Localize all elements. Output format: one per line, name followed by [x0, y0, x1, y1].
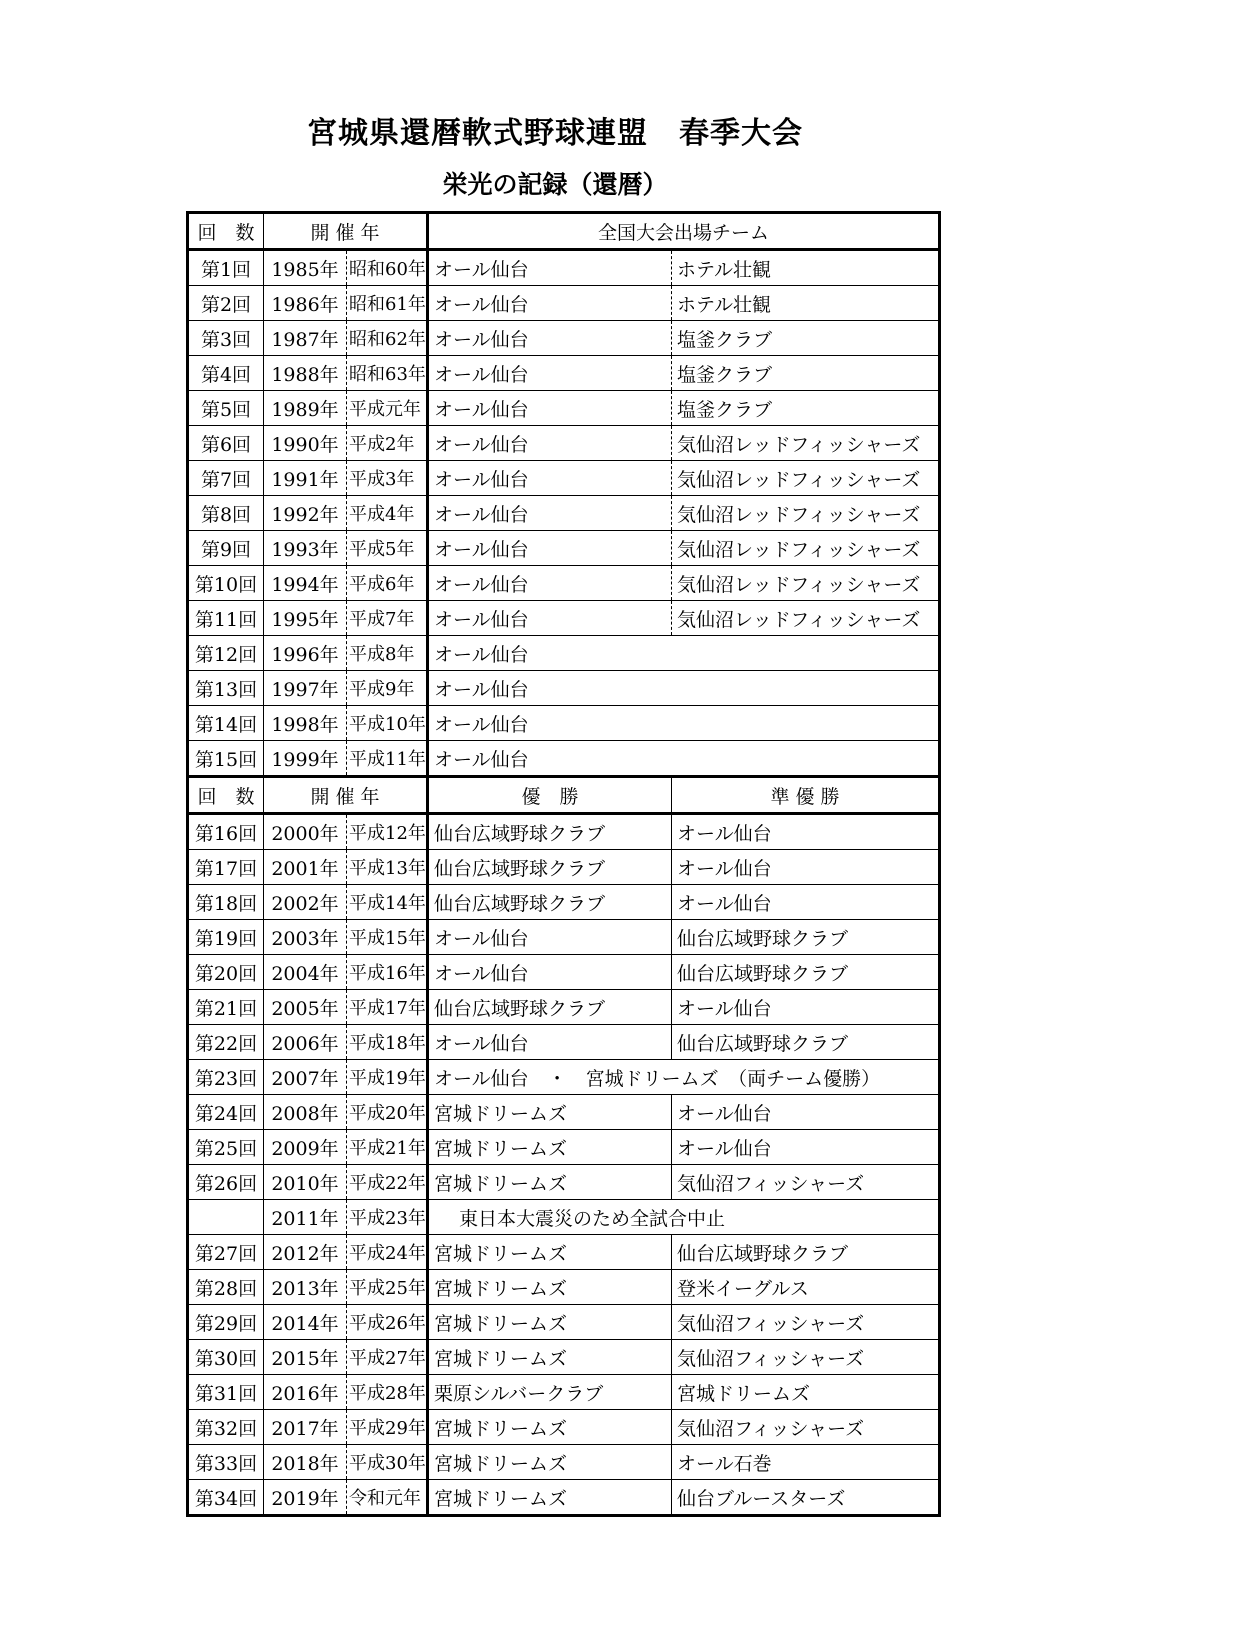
round-number: 第11回: [188, 601, 264, 636]
round-number: 第29回: [188, 1305, 264, 1340]
year: 1999年: [264, 741, 347, 777]
year: 2012年: [264, 1235, 347, 1270]
era-year: 平成13年: [347, 850, 428, 885]
round-number: 第26回: [188, 1165, 264, 1200]
era-year: 平成26年: [347, 1305, 428, 1340]
year: 2016年: [264, 1375, 347, 1410]
era-year: 昭和62年: [347, 321, 428, 356]
year: 2018年: [264, 1445, 347, 1480]
era-year: 平成5年: [347, 531, 428, 566]
table-header-results: [188, 777, 940, 814]
national-team-2: 気仙沼レッドフィッシャーズ: [672, 601, 940, 636]
round-number: 第20回: [188, 955, 264, 990]
winner-team: 仙台広域野球クラブ: [428, 814, 672, 850]
runner-up-team: 気仙沼フィッシャーズ: [672, 1305, 940, 1340]
year: 2013年: [264, 1270, 347, 1305]
national-team-1: オール仙台: [428, 286, 672, 321]
cancellation-note: 東日本大震災のため全試合中止: [428, 1200, 940, 1235]
winner-team: 宮城ドリームズ: [428, 1095, 672, 1130]
national-team-1: オール仙台: [428, 496, 672, 531]
table-row: [188, 391, 940, 426]
table-row: [188, 1375, 940, 1410]
round-number: 第32回: [188, 1410, 264, 1445]
era-year: 平成14年: [347, 885, 428, 920]
year: 2002年: [264, 885, 347, 920]
era-year: 平成元年: [347, 391, 428, 426]
round-number: 第25回: [188, 1130, 264, 1165]
era-year: 平成27年: [347, 1340, 428, 1375]
year: 1985年: [264, 250, 347, 286]
year: 1988年: [264, 356, 347, 391]
table-row: [188, 1480, 940, 1516]
table-row: [188, 1270, 940, 1305]
year: 1989年: [264, 391, 347, 426]
runner-up-team: オール仙台: [672, 885, 940, 920]
national-team-2: 塩釜クラブ: [672, 356, 940, 391]
table-row: [188, 1025, 940, 1060]
winner-team: オール仙台: [428, 955, 672, 990]
year: 1996年: [264, 636, 347, 671]
national-team-1: オール仙台: [428, 531, 672, 566]
runner-up-team: 仙台広域野球クラブ: [672, 1235, 940, 1270]
era-year: 平成29年: [347, 1410, 428, 1445]
runner-up-team: 気仙沼フィッシャーズ: [672, 1340, 940, 1375]
table-row: [188, 1305, 940, 1340]
table-row: [188, 1095, 940, 1130]
team-name: オール仙台: [428, 706, 940, 741]
national-team-2: 塩釜クラブ: [672, 391, 940, 426]
round-number: 第5回: [188, 391, 264, 426]
table-row: [188, 955, 940, 990]
round-number: 第8回: [188, 496, 264, 531]
table-row: [188, 1165, 940, 1200]
winner-team: 宮城ドリームズ: [428, 1270, 672, 1305]
round-number: 第15回: [188, 741, 264, 777]
national-team-2: 気仙沼レッドフィッシャーズ: [672, 461, 940, 496]
national-team-1: オール仙台: [428, 461, 672, 496]
table-row: [188, 1340, 940, 1375]
winner-team: 宮城ドリームズ: [428, 1410, 672, 1445]
table-row: [188, 1060, 940, 1095]
round-number: 第23回: [188, 1060, 264, 1095]
table-row: [188, 1200, 940, 1235]
era-year: 平成3年: [347, 461, 428, 496]
year: 2003年: [264, 920, 347, 955]
runner-up-team: オール仙台: [672, 1095, 940, 1130]
national-team-1: オール仙台: [428, 601, 672, 636]
year: 1998年: [264, 706, 347, 741]
table-row: [188, 814, 940, 850]
winner-team: 仙台広域野球クラブ: [428, 850, 672, 885]
runner-up-team: 宮城ドリームズ: [672, 1375, 940, 1410]
era-year: 平成21年: [347, 1130, 428, 1165]
team-name: オール仙台: [428, 636, 940, 671]
table-row: [188, 601, 940, 636]
era-year: 平成7年: [347, 601, 428, 636]
era-year: 平成9年: [347, 671, 428, 706]
year: 2000年: [264, 814, 347, 850]
table-header-national: [188, 213, 940, 250]
runner-up-team: 仙台ブルースターズ: [672, 1480, 940, 1516]
team-name: オール仙台: [428, 741, 940, 777]
table-row: [188, 636, 940, 671]
runner-up-team: 気仙沼フィッシャーズ: [672, 1165, 940, 1200]
table-row: [188, 671, 940, 706]
year: 2006年: [264, 1025, 347, 1060]
national-team-1: オール仙台: [428, 391, 672, 426]
header-winner: 優 勝: [428, 777, 672, 814]
era-year: 平成23年: [347, 1200, 428, 1235]
era-year: 平成15年: [347, 920, 428, 955]
page-subtitle: 栄光の記録（還暦）: [442, 170, 668, 199]
era-year: 平成11年: [347, 741, 428, 777]
national-team-2: 気仙沼レッドフィッシャーズ: [672, 496, 940, 531]
year: 2005年: [264, 990, 347, 1025]
era-year: 平成8年: [347, 636, 428, 671]
table-row: [188, 920, 940, 955]
round-number: 第6回: [188, 426, 264, 461]
year: 2004年: [264, 955, 347, 990]
national-team-2: 塩釜クラブ: [672, 321, 940, 356]
round-number: 第3回: [188, 321, 264, 356]
era-year: 平成10年: [347, 706, 428, 741]
table-row: [188, 1235, 940, 1270]
era-year: 平成22年: [347, 1165, 428, 1200]
header-year: 開 催 年: [264, 213, 428, 250]
winner-team: オール仙台: [428, 1025, 672, 1060]
round-number: 第1回: [188, 250, 264, 286]
year: 2019年: [264, 1480, 347, 1516]
round-number: 第2回: [188, 286, 264, 321]
winner-team: 宮城ドリームズ: [428, 1165, 672, 1200]
table-row: [188, 286, 940, 321]
header-teams: 全国大会出場チーム: [428, 213, 940, 250]
round-number: 第16回: [188, 814, 264, 850]
year: 1986年: [264, 286, 347, 321]
year: 2017年: [264, 1410, 347, 1445]
winner-team: 宮城ドリームズ: [428, 1235, 672, 1270]
year: 2010年: [264, 1165, 347, 1200]
table-row: [188, 426, 940, 461]
year: 1995年: [264, 601, 347, 636]
table-row: [188, 250, 940, 286]
era-year: 平成30年: [347, 1445, 428, 1480]
national-team-1: オール仙台: [428, 426, 672, 461]
table-row: [188, 706, 940, 741]
table-row: [188, 531, 940, 566]
round-number: 第34回: [188, 1480, 264, 1516]
winner-team: 宮城ドリームズ: [428, 1305, 672, 1340]
era-year: 平成12年: [347, 814, 428, 850]
table-row: [188, 990, 940, 1025]
national-team-1: オール仙台: [428, 356, 672, 391]
year: 1992年: [264, 496, 347, 531]
era-year: 昭和60年: [347, 250, 428, 286]
era-year: 平成17年: [347, 990, 428, 1025]
national-team-2: 気仙沼レッドフィッシャーズ: [672, 566, 940, 601]
table-row: [188, 741, 940, 777]
year: 1987年: [264, 321, 347, 356]
era-year: 昭和63年: [347, 356, 428, 391]
table-row: [188, 321, 940, 356]
round-number: 第4回: [188, 356, 264, 391]
year: 2015年: [264, 1340, 347, 1375]
national-team-2: 気仙沼レッドフィッシャーズ: [672, 426, 940, 461]
runner-up-team: 仙台広域野球クラブ: [672, 1025, 940, 1060]
year: 1997年: [264, 671, 347, 706]
page-title: 宮城県還暦軟式野球連盟 春季大会: [307, 116, 803, 151]
winner-team: 栗原シルバークラブ: [428, 1375, 672, 1410]
year: 2008年: [264, 1095, 347, 1130]
header-runner-up: 準 優 勝: [672, 777, 940, 814]
national-team-1: オール仙台: [428, 250, 672, 286]
table-row: [188, 850, 940, 885]
era-year: 平成20年: [347, 1095, 428, 1130]
header-year: 開 催 年: [264, 777, 428, 814]
round-number: 第9回: [188, 531, 264, 566]
winner-team: 宮城ドリームズ: [428, 1340, 672, 1375]
winner-team: 宮城ドリームズ: [428, 1480, 672, 1516]
table-row: [188, 356, 940, 391]
year: 1993年: [264, 531, 347, 566]
era-year: 平成18年: [347, 1025, 428, 1060]
round-number: 第33回: [188, 1445, 264, 1480]
winner-team: 仙台広域野球クラブ: [428, 990, 672, 1025]
runner-up-team: オール仙台: [672, 850, 940, 885]
era-year: 平成16年: [347, 955, 428, 990]
header-no: 回 数: [188, 777, 264, 814]
round-number: 第21回: [188, 990, 264, 1025]
winner-team: オール仙台: [428, 920, 672, 955]
runner-up-team: 仙台広域野球クラブ: [672, 920, 940, 955]
year: 2011年: [264, 1200, 347, 1235]
national-team-2: ホテル壮観: [672, 250, 940, 286]
era-year: 平成24年: [347, 1235, 428, 1270]
round-number: [188, 1200, 264, 1235]
header-no: 回 数: [188, 213, 264, 250]
winner-team: 宮城ドリームズ: [428, 1445, 672, 1480]
team-name: オール仙台 ・ 宮城ドリームズ （両チーム優勝）: [428, 1060, 940, 1095]
winner-team: 仙台広域野球クラブ: [428, 885, 672, 920]
national-team-2: ホテル壮観: [672, 286, 940, 321]
table-row: [188, 496, 940, 531]
round-number: 第12回: [188, 636, 264, 671]
round-number: 第14回: [188, 706, 264, 741]
round-number: 第19回: [188, 920, 264, 955]
national-team-1: オール仙台: [428, 566, 672, 601]
table-row: [188, 1130, 940, 1165]
runner-up-team: オール仙台: [672, 990, 940, 1025]
records-table: [186, 211, 941, 1517]
round-number: 第30回: [188, 1340, 264, 1375]
runner-up-team: オール仙台: [672, 814, 940, 850]
era-year: 平成2年: [347, 426, 428, 461]
era-year: 平成25年: [347, 1270, 428, 1305]
round-number: 第27回: [188, 1235, 264, 1270]
round-number: 第7回: [188, 461, 264, 496]
era-year: 平成28年: [347, 1375, 428, 1410]
runner-up-team: オール石巻: [672, 1445, 940, 1480]
round-number: 第28回: [188, 1270, 264, 1305]
runner-up-team: 登米イーグルス: [672, 1270, 940, 1305]
round-number: 第24回: [188, 1095, 264, 1130]
round-number: 第17回: [188, 850, 264, 885]
runner-up-team: オール仙台: [672, 1130, 940, 1165]
national-team-2: 気仙沼レッドフィッシャーズ: [672, 531, 940, 566]
year: 2007年: [264, 1060, 347, 1095]
team-name: オール仙台: [428, 671, 940, 706]
runner-up-team: 気仙沼フィッシャーズ: [672, 1410, 940, 1445]
table-row: [188, 885, 940, 920]
round-number: 第13回: [188, 671, 264, 706]
national-team-1: オール仙台: [428, 321, 672, 356]
winner-team: 宮城ドリームズ: [428, 1130, 672, 1165]
year: 1991年: [264, 461, 347, 496]
round-number: 第31回: [188, 1375, 264, 1410]
round-number: 第18回: [188, 885, 264, 920]
era-year: 令和元年: [347, 1480, 428, 1516]
round-number: 第22回: [188, 1025, 264, 1060]
year: 2009年: [264, 1130, 347, 1165]
runner-up-team: 仙台広域野球クラブ: [672, 955, 940, 990]
round-number: 第10回: [188, 566, 264, 601]
table-row: [188, 461, 940, 496]
era-year: 平成19年: [347, 1060, 428, 1095]
year: 2001年: [264, 850, 347, 885]
year: 2014年: [264, 1305, 347, 1340]
era-year: 平成6年: [347, 566, 428, 601]
era-year: 平成4年: [347, 496, 428, 531]
year: 1994年: [264, 566, 347, 601]
era-year: 昭和61年: [347, 286, 428, 321]
table-row: [188, 1445, 940, 1480]
table-row: [188, 566, 940, 601]
table-row: [188, 1410, 940, 1445]
year: 1990年: [264, 426, 347, 461]
